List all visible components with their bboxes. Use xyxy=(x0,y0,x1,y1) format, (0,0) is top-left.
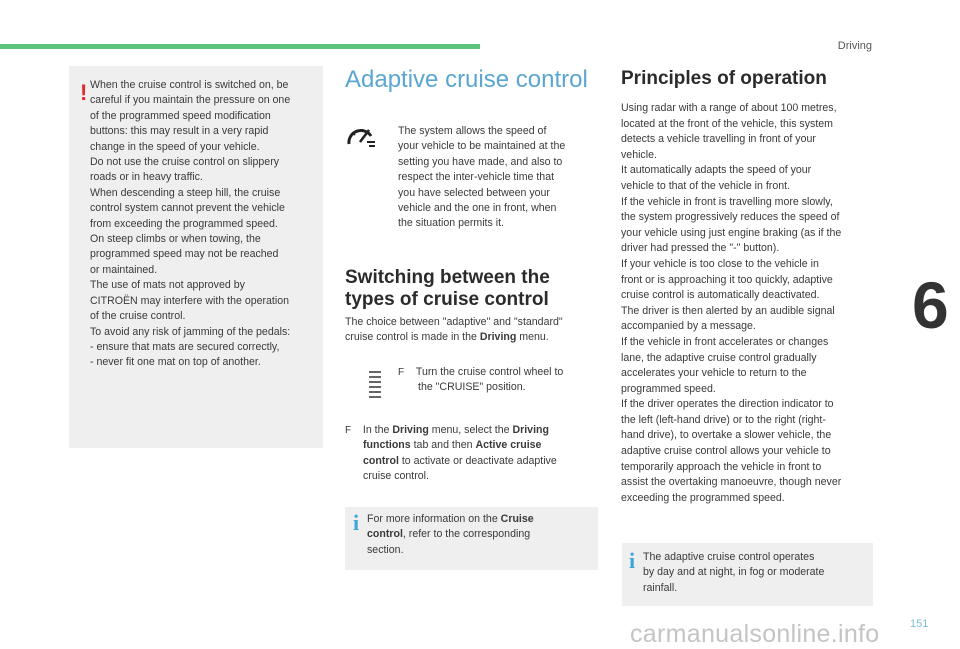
section-title: Driving xyxy=(837,40,872,52)
adaptive-intro: The system allows the speed of your vehicle to be maintained at the setting you have made, and also to respect the inter-vehicle time that you have selected between your vehicle and the one in front, when the situation permits it. xyxy=(398,125,566,230)
info-icon: i xyxy=(629,548,636,573)
info-icon: i xyxy=(353,510,360,535)
step-turn-wheel: F Turn the cruise control wheel to the "CRUISE" position. xyxy=(398,366,564,394)
switching-title: Switching between the types of cruise control xyxy=(345,267,550,310)
principles-title: Principles of operation xyxy=(621,68,827,89)
step-select-menu: F In the Driving menu, select the Driving functions tab and then Active cruise control to activate or deactivate adaptive cruise control. xyxy=(345,424,557,483)
adaptive-cruise-title: Adaptive cruise control xyxy=(345,66,588,93)
warning-text: When the cruise control is switched on, be careful if you maintain the pressure on one of the programmed speed modification buttons: this may result in a very rapid change in the speed of your vehicle. Do not use the cruise control on slippery roads or in heavy traffic. When descending a steep hill, the cruise control system cannot prevent the vehicle from exceeding the programmed speed. On steep climbs or when towing, the programmed speed may not be reached or maintained. The use of mats not approved by CITROËN may interfere with the operation of the cruise control. To avoid any risk of jamming of the pedals: - ensure that mats are secured correctly, - never fit one mat on top of another. xyxy=(90,79,291,369)
adaptive-cruise-icon xyxy=(345,124,377,148)
warning-icon: ! xyxy=(80,80,88,105)
info-cruise-text: For more information on the Cruise control, refer to the corresponding section. xyxy=(367,513,534,556)
principles-text: Using radar with a range of about 100 metres, located at the front of the vehicle, this system detects a vehicle travelling in front of your vehicle. It automatically adapts the speed of your vehicle to that of the vehicle in front. If the vehicle in front is travelling more slowly, the system progressively reduces the speed of your vehicle using just engine braking (as if the driver had pressed the "-" button). If your vehicle is too close to the vehicle in front or is approaching it too quickly, adaptive cruise control is automatically deactivated. The driver is then alerted by an audible signal accompanied by a message. If the vehicle in front accelerates or changes lane, the adaptive cruise control gradually accelerates your vehicle to return to the programmed speed. If the driver operates the direction indicator to the left (left-hand drive) or to the right (right- hand drive), to overtake a slower vehicle, the adaptive cruise control allows your vehicle to temporarily approach the vehicle in front to assist the overtaking manoeuvre, though never exceeding the programmed speed. xyxy=(621,102,842,504)
section-color-bar xyxy=(0,44,480,49)
page-number: 151 xyxy=(910,618,929,630)
step-arrow-icon: F xyxy=(345,425,352,436)
switching-paragraph: The choice between "adaptive" and "standard" cruise control is made in the Driving menu. xyxy=(345,316,563,344)
chapter-number: 6 xyxy=(912,268,949,342)
info-weather-text: The adaptive cruise control operates by day and at night, in fog or moderate rainfall. xyxy=(643,551,825,594)
cruise-wheel-icon xyxy=(368,370,382,398)
step-arrow-icon: F xyxy=(398,367,405,378)
watermark: carmanualsonline.info xyxy=(630,620,880,648)
